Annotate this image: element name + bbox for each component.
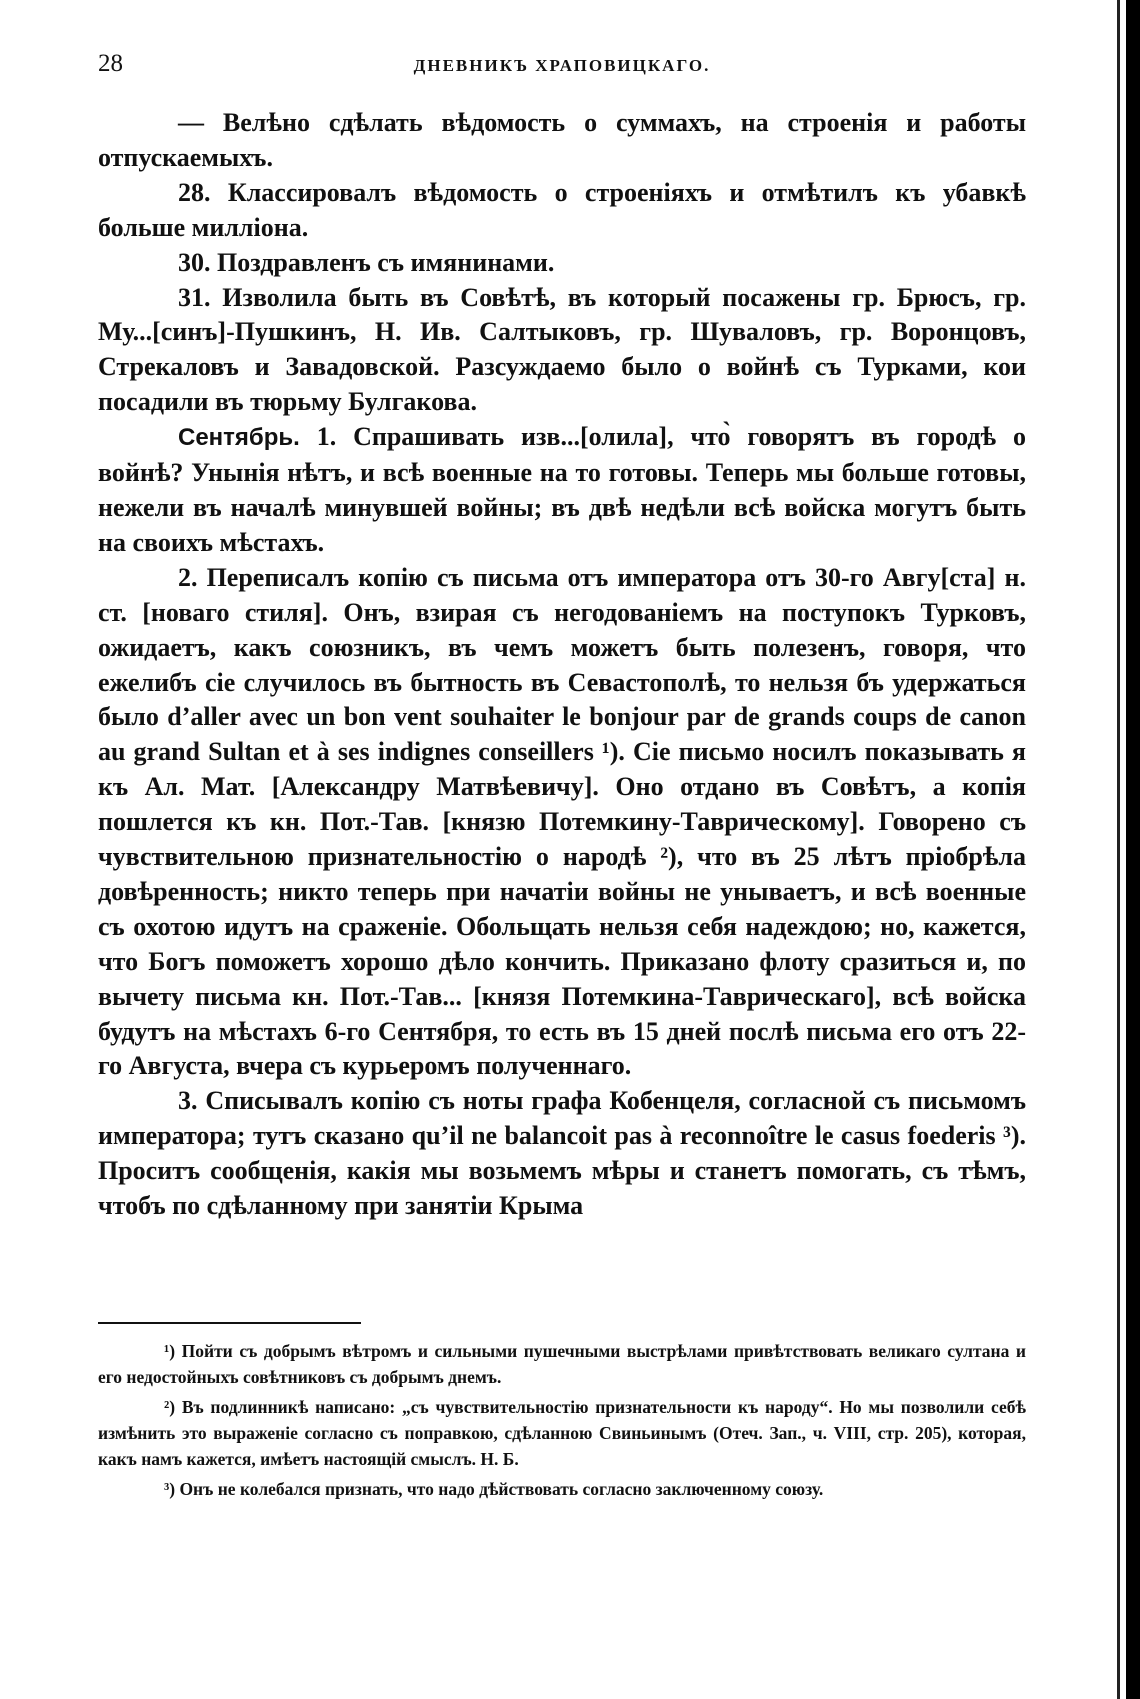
- main-text: [98, 106, 1026, 1224]
- page-number: 28: [98, 50, 123, 77]
- scan-edge-border: [1126, 0, 1140, 1699]
- paragraph-september-2: 2. Переписалъ копію съ письма отъ императора отъ 30-го Авгу[ста] н. ст. [новаго стиля]. Онъ, взирая съ негодованіемъ на поступокъ Турковъ, ожидаетъ, какъ союзникъ, въ чемъ можетъ быть полезенъ, говоря, что ежелибъ сіе случилось въ бытность въ Севастополѣ, то нельзя бъ удержаться было d’aller avec un bon vent souhaiter le bonjour par de grands coups de canon au grand Sultan et à ses indignes conseillers ¹). Сіе письмо носилъ показывать я къ Ал. Мат. [Александру Матвѣевичу]. Оно отдано въ Совѣтъ, а копія пошлется къ кн. Пот.-Тав. [князю Потемкину-Таврическому]. Говорено съ чувствительною признательностію о народѣ ²), что въ 25 лѣтъ пріобрѣла довѣренность; никто теперь при начатіи войны не унываетъ, и всѣ военные съ охотою идутъ на сраженіе. Обольщать нельзя себя надеждою; но, кажется, что Богъ поможетъ хорошо дѣло кончить. Приказано флоту сразиться и, по вычету письма кн. Пот.-Тав... [князя Потемкина-Таврическаго], всѣ войска будутъ на мѣстахъ 6-го Сентября, то есть въ 15 дней послѣ письма его отъ 22-го Августа, вчера съ курьеромъ полученнаго.: [98, 562, 1026, 1081]
- page-header: [98, 46, 1026, 82]
- paragraph-september-3: 3. Списывалъ копію съ ноты графа Кобенцеля, согласной съ письмомъ императора; тутъ сказано qu’il ne balancoit pas à reconnoître le casus foederis ³). Проситъ сообщенія, какія мы возьмемъ мѣры и станетъ помогать, съ тѣмъ, чтобъ по сдѣланному при занятіи Крыма: [98, 1086, 1026, 1221]
- footnote-3: ³) Онъ не колебался признать, что надо дѣйствовать согласно заключенному союзу.: [164, 1479, 824, 1499]
- scan-edge-line: [1117, 0, 1120, 1699]
- paragraph-sums: — Велѣно сдѣлать вѣдомость о суммахъ, на строенія и работы отпускаемыхъ.: [98, 108, 1026, 172]
- footnotes: [98, 1338, 1026, 1502]
- month-heading: Сентябрь.: [178, 424, 300, 452]
- footnote-divider: [98, 1322, 361, 1324]
- paragraph-september-1: [98, 420, 1026, 561]
- september-1-text: 1. Спрашивать изв...[олила], что̀ говорятъ въ городѣ о войнѣ? Унынія нѣтъ, и всѣ военные на то готовы. Теперь мы больше готовы, нежели въ началѣ минувшей войны; въ двѣ недѣли всѣ войска могутъ быть на своихъ мѣстахъ.: [98, 422, 1026, 557]
- footnote-1: ¹) Пойти съ добрымъ вѣтромъ и сильными пушечными выстрѣлами привѣтствовать великаго султана и его недостойныхъ совѣтниковъ съ добрымъ днемъ.: [98, 1341, 1026, 1387]
- paragraph-30: 30. Поздравленъ съ имянинами.: [178, 247, 555, 277]
- paragraph-31: 31. Изволила быть въ Совѣтѣ, въ который посажены гр. Брюсъ, гр. Му...[синъ]-Пушкинъ, Н. Ив. Салтыковъ, гр. Шуваловъ, гр. Воронцовъ, Стрекаловъ и Завадовской. Разсуждаемо было о войнѣ съ Турками, кои посадили въ тюрьму Булгакова.: [98, 282, 1026, 417]
- running-title: ДНЕВНИКЪ ХРАПОВИЦКАГО.: [413, 56, 711, 75]
- footnote-2: ²) Въ подлинникѣ написано: „съ чувствительностію признательности къ народу“. Но мы позволили себѣ измѣнить это выраженіе согласно съ поправкою, сдѣланною Свиньинымъ (Отеч. Зап., ч. VIII, стр. 205), которая, какъ намъ кажется, имѣетъ настоящій смыслъ. Н. Б.: [98, 1397, 1026, 1469]
- paragraph-28: 28. Классировалъ вѣдомость о строеніяхъ и отмѣтилъ къ убавкѣ больше милліона.: [98, 177, 1026, 242]
